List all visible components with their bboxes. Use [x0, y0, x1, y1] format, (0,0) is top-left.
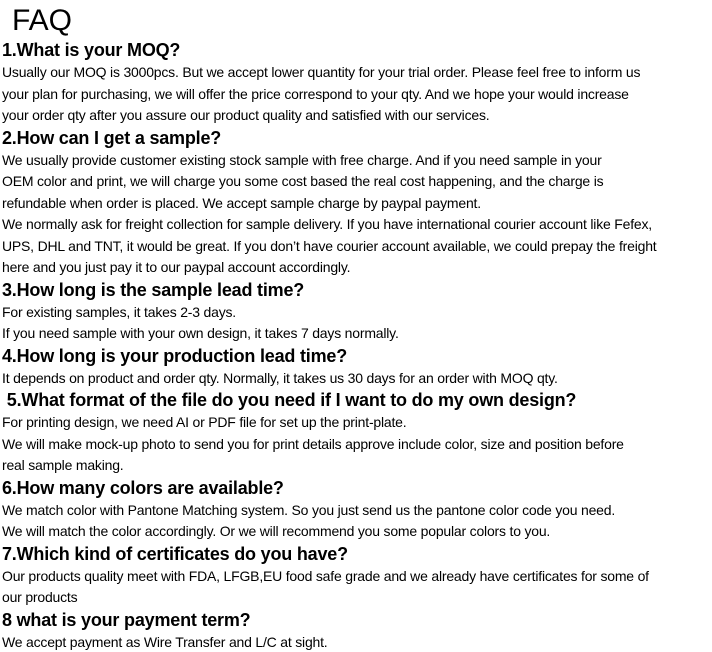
- answer-line: If you need sample with your own design, it takes 7 days normally.: [2, 325, 399, 341]
- question-heading: 1.What is your MOQ?: [2, 40, 181, 60]
- answer-line: your plan for purchasing, we will offer the price correspond to your qty. And we hope your would increase: [2, 85, 629, 102]
- answer-line: your order qty after you assure our product quality and satisfied with our services.: [2, 107, 490, 123]
- question-heading: 5.What format of the file do you need if I want to do my own design?: [2, 390, 577, 410]
- faq-section-1: [2, 39, 710, 127]
- question-heading: 3.How long is the sample lead time?: [2, 279, 305, 300]
- question-heading: 2.How can I get a sample?: [2, 127, 222, 148]
- answer-line: We will make mock-up photo to send you for print details approve include color, size and position before: [2, 435, 624, 452]
- faq-section-6: [2, 477, 710, 543]
- answer-line: We usually provide customer existing stock sample with free charge. And if you need sample in your: [2, 151, 602, 168]
- answer-line: our products: [2, 589, 78, 605]
- question-heading: 6.How many colors are available?: [2, 477, 284, 498]
- answer-line: UPS, DHL and TNT, it would be great. If you don’t have courier account available, we could prepay the freight: [2, 237, 657, 254]
- answer-line: We will match the color accordingly. Or we will recommend you some popular colors to you.: [2, 523, 551, 539]
- question-heading: 7.Which kind of certificates do you have?: [2, 543, 348, 564]
- question-heading: 8 what is your payment term?: [2, 609, 251, 630]
- faq-section-3: [2, 279, 710, 345]
- answer-line: Usually our MOQ is 3000pcs. But we accept lower quantity for your trial order. Please feel free to inform us: [2, 64, 641, 80]
- faq-title: FAQ: [12, 4, 73, 37]
- answer-line: For printing design, we need AI or PDF file for set up the print-plate.: [2, 414, 407, 430]
- faq-section-5: [2, 389, 710, 477]
- answer-line: We match color with Pantone Matching system. So you just send us the pantone color code you need.: [2, 501, 616, 518]
- answer-line: We normally ask for freight collection for sample delivery. If you have international courier account like Fefex,: [2, 216, 652, 232]
- answer-line: here and you just pay it to our paypal account accordingly.: [2, 259, 351, 275]
- answer-line: Our products quality meet with FDA, LFGB,EU food safe grade and we already have certificates for some of: [2, 567, 649, 584]
- faq-section-4: [2, 345, 710, 390]
- answer-line: It depends on product and order qty. Normally, it takes us 30 days for an order with MOQ qty.: [2, 369, 558, 386]
- faq-section-8: [2, 609, 710, 652]
- answer-line: For existing samples, it takes 2-3 days.: [2, 303, 236, 320]
- answer-line: OEM color and print, we will charge you some cost based the real cost happening, and the charge is: [2, 173, 604, 189]
- answer-line: refundable when order is placed. We accept sample charge by paypal payment.: [2, 194, 481, 211]
- answer-line: We accept payment as Wire Transfer and L/C at sight.: [2, 633, 328, 650]
- faq-section-7: [2, 543, 710, 609]
- faq-section-2: [2, 127, 710, 279]
- answer-line: real sample making.: [2, 457, 124, 473]
- question-heading: 4.How long is your production lead time?: [2, 345, 348, 366]
